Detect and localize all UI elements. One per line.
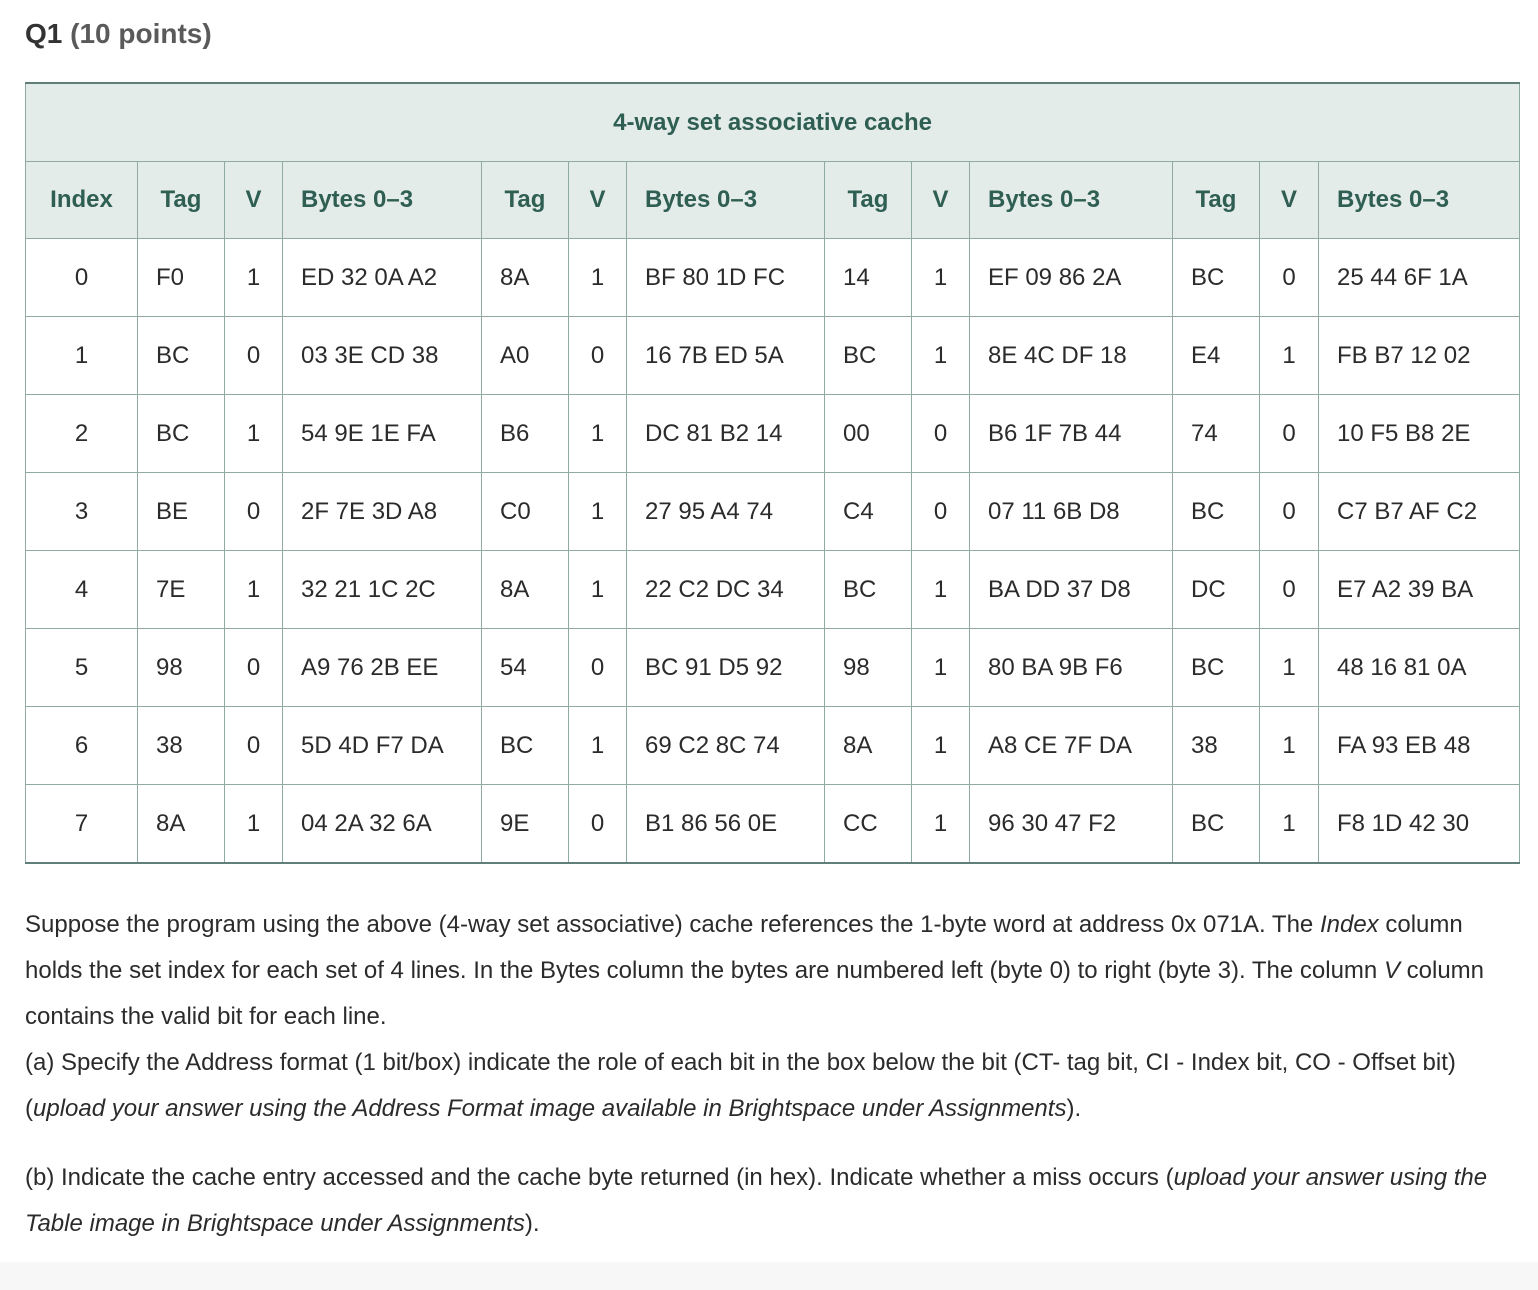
bytes-cell: B6 1F 7B 44 [970,395,1173,473]
column-header: Bytes 0–3 [1319,162,1520,239]
tag-cell: BC [825,551,912,629]
valid-bit-cell: 1 [912,785,970,864]
table-row [26,551,1520,629]
tag-cell: 74 [1173,395,1260,473]
tag-cell: BC [1173,785,1260,864]
table-row [26,239,1520,317]
valid-bit-cell: 1 [912,551,970,629]
valid-bit-cell: 0 [569,629,627,707]
question-paragraph-a [25,902,1520,1132]
tag-cell: CC [825,785,912,864]
bytes-cell: C7 B7 AF C2 [1319,473,1520,551]
tag-cell: 8A [825,707,912,785]
question-title [25,18,212,50]
tag-cell: BC [138,395,225,473]
column-header: Tag [1173,162,1260,239]
tag-cell: 00 [825,395,912,473]
column-header: V [1260,162,1319,239]
index-cell: 4 [26,551,138,629]
bytes-cell: 03 3E CD 38 [283,317,482,395]
tag-cell: C0 [482,473,569,551]
bytes-cell: 22 C2 DC 34 [627,551,825,629]
valid-bit-cell: 1 [569,551,627,629]
column-header: Bytes 0–3 [627,162,825,239]
bytes-cell: BC 91 D5 92 [627,629,825,707]
column-header: V [912,162,970,239]
tag-cell: 38 [138,707,225,785]
index-cell: 5 [26,629,138,707]
column-header: Tag [482,162,569,239]
bytes-cell: 80 BA 9B F6 [970,629,1173,707]
column-header: Tag [138,162,225,239]
valid-bit-cell: 1 [912,629,970,707]
bytes-cell: E7 A2 39 BA [1319,551,1520,629]
bytes-cell: FA 93 EB 48 [1319,707,1520,785]
valid-bit-cell: 0 [225,473,283,551]
valid-bit-cell: 0 [225,707,283,785]
valid-bit-cell: 0 [912,473,970,551]
bytes-cell: A9 76 2B EE [283,629,482,707]
para1-text-1: Suppose the program using the above (4-way set associative) cache references the 1-byte word at address 0x 071A. The [25,911,1320,938]
bytes-cell: 04 2A 32 6A [283,785,482,864]
valid-bit-cell: 0 [225,317,283,395]
index-cell: 0 [26,239,138,317]
tag-cell: C4 [825,473,912,551]
bytes-cell: ED 32 0A A2 [283,239,482,317]
bytes-cell: 48 16 81 0A [1319,629,1520,707]
valid-bit-cell: 1 [1260,317,1319,395]
bytes-cell: BA DD 37 D8 [970,551,1173,629]
valid-bit-cell: 1 [569,239,627,317]
tag-cell: DC [1173,551,1260,629]
valid-bit-cell: 1 [225,239,283,317]
table-body [26,239,1520,864]
valid-bit-cell: 0 [1260,473,1319,551]
cache-table [25,82,1520,864]
table-row [26,395,1520,473]
bytes-cell: DC 81 B2 14 [627,395,825,473]
table-caption: 4-way set associative cache [26,83,1520,162]
table-header-row [26,162,1520,239]
part-b-italic: upload your answer using the Table image in Brightspace under Assignments [25,1164,1488,1237]
tag-cell: 7E [138,551,225,629]
table-row [26,785,1520,864]
index-cell: 3 [26,473,138,551]
index-cell: 2 [26,395,138,473]
tag-cell: BC [1173,239,1260,317]
valid-bit-cell: 1 [225,551,283,629]
bytes-cell: 8E 4C DF 18 [970,317,1173,395]
tag-cell: 8A [138,785,225,864]
tag-cell: 98 [825,629,912,707]
column-header: Bytes 0–3 [970,162,1173,239]
tag-cell: BC [825,317,912,395]
column-header: V [225,162,283,239]
part-b-text-end: ). [524,1210,540,1237]
tag-cell: BE [138,473,225,551]
valid-bit-cell: 1 [569,395,627,473]
valid-bit-cell: 1 [912,239,970,317]
bytes-cell: 25 44 6F 1A [1319,239,1520,317]
column-header: Tag [825,162,912,239]
tag-cell: B6 [482,395,569,473]
valid-bit-cell: 1 [225,785,283,864]
valid-bit-cell: 1 [912,317,970,395]
valid-bit-cell: 0 [569,785,627,864]
part-a-text-end: ). [1066,1095,1082,1122]
bytes-cell: B1 86 56 0E [627,785,825,864]
para1-text-3: column contains the valid bit for each line. [25,957,1485,1030]
bytes-cell: 10 F5 B8 2E [1319,395,1520,473]
bytes-cell: 16 7B ED 5A [627,317,825,395]
para1-italic-index: Index [1319,911,1379,938]
tag-cell: 8A [482,551,569,629]
valid-bit-cell: 1 [912,707,970,785]
tag-cell: BC [138,317,225,395]
bytes-cell: 5D 4D F7 DA [283,707,482,785]
valid-bit-cell: 0 [1260,239,1319,317]
tag-cell: 8A [482,239,569,317]
bytes-cell: 2F 7E 3D A8 [283,473,482,551]
index-cell: 1 [26,317,138,395]
bytes-cell: 54 9E 1E FA [283,395,482,473]
tag-cell: 9E [482,785,569,864]
tag-cell: BC [1173,629,1260,707]
question-paragraph-b [25,1155,1520,1247]
bytes-cell: F8 1D 42 30 [1319,785,1520,864]
question-label: Q1 [25,18,63,49]
table-row [26,317,1520,395]
tag-cell: 14 [825,239,912,317]
question-points: (10 points) [70,18,212,49]
part-b-text: (b) Indicate the cache entry accessed and the cache byte returned (in hex). Indicate whether a miss occurs ( [25,1164,1174,1191]
valid-bit-cell: 0 [225,629,283,707]
valid-bit-cell: 1 [569,473,627,551]
valid-bit-cell: 0 [569,317,627,395]
valid-bit-cell: 0 [1260,551,1319,629]
tag-cell: BC [1173,473,1260,551]
tag-cell: E4 [1173,317,1260,395]
column-header: Bytes 0–3 [283,162,482,239]
part-a-text: (a) Specify the Address format (1 bit/box) indicate the role of each bit in the box below the bit (CT- tag bit, CI - Index bit, CO - Offset bit) ( [25,1049,1456,1122]
bytes-cell: FB B7 12 02 [1319,317,1520,395]
bytes-cell: BF 80 1D FC [627,239,825,317]
tag-cell: 38 [1173,707,1260,785]
valid-bit-cell: 0 [1260,395,1319,473]
column-header: Index [26,162,138,239]
valid-bit-cell: 1 [1260,707,1319,785]
tag-cell: A0 [482,317,569,395]
valid-bit-cell: 1 [1260,785,1319,864]
bytes-cell: 69 C2 8C 74 [627,707,825,785]
part-a-italic: upload your answer using the Address Format image available in Brightspace under Assignments [33,1095,1067,1122]
table-row [26,707,1520,785]
column-header: V [569,162,627,239]
tag-cell: 54 [482,629,569,707]
tag-cell: F0 [138,239,225,317]
tag-cell: 98 [138,629,225,707]
bytes-cell: A8 CE 7F DA [970,707,1173,785]
page-bottom-strip [0,1262,1538,1290]
table-row [26,629,1520,707]
index-cell: 6 [26,707,138,785]
bytes-cell: 07 11 6B D8 [970,473,1173,551]
valid-bit-cell: 0 [912,395,970,473]
bytes-cell: 32 21 1C 2C [283,551,482,629]
valid-bit-cell: 1 [225,395,283,473]
bytes-cell: 27 95 A4 74 [627,473,825,551]
index-cell: 7 [26,785,138,864]
bytes-cell: 96 30 47 F2 [970,785,1173,864]
bytes-cell: EF 09 86 2A [970,239,1173,317]
para1-text-2: column holds the set index for each set of 4 lines. In the Bytes column the bytes are numbered left (byte 0) to right (byte 3). The column [25,911,1463,984]
table-row [26,473,1520,551]
valid-bit-cell: 1 [1260,629,1319,707]
tag-cell: BC [482,707,569,785]
valid-bit-cell: 1 [569,707,627,785]
para1-italic-v: V [1383,957,1400,984]
